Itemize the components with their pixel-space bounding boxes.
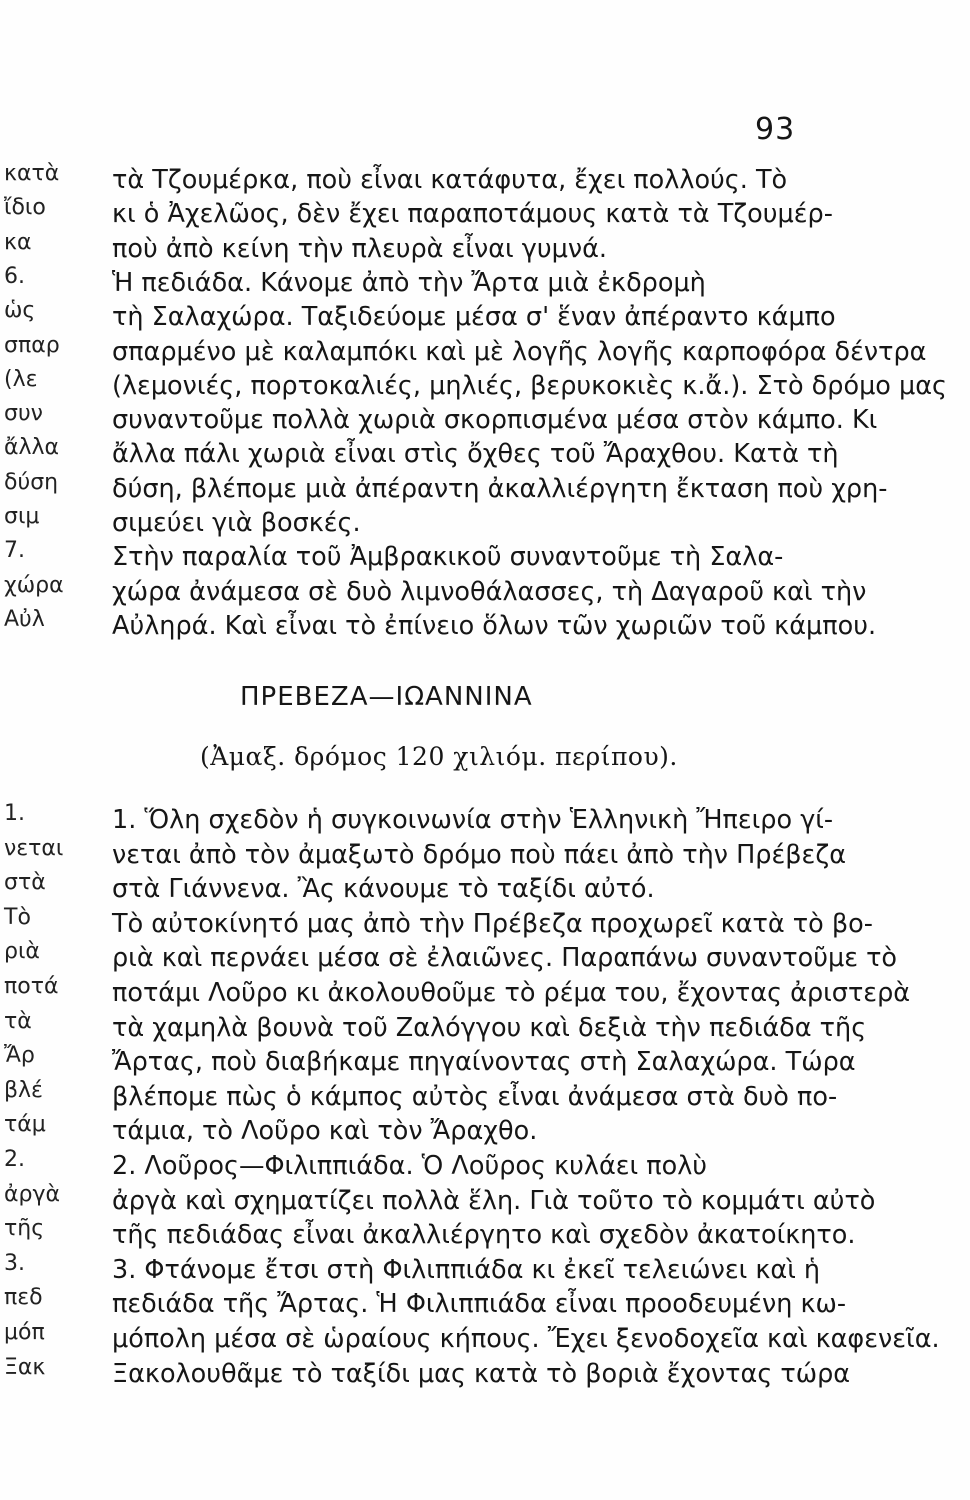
margin-fragment: 6. [4,263,25,289]
margin-fragment: 3. [4,1250,25,1276]
text-line: τὰ Τζουμέρκα, ποὺ εἶναι κατάφυτα, ἔχει πολλούς. Τὸ [112,165,788,195]
margin-fragment: 1. [4,801,25,826]
text-line: ἀργὰ καὶ σχηματίζει πολλὰ ἕλη. Γιὰ τοῦτο τὸ κομμάτι αὐτὸ [112,1185,876,1216]
text-line: Αὐληρά. Καὶ εἶναι τὸ ἐπίνειο ὅλων τῶν χωριῶν τοῦ κάμπου. [112,610,877,641]
margin-fragment: 7. [4,538,25,564]
text-line: νεται ἀπὸ τὸν ἀμαξωτὸ δρόμο ποὺ πάει ἀπὸ τὴν Πρέβεζα [112,839,846,870]
margin-fragment: σιμ [4,504,40,529]
margin-fragment: πεδ [4,1285,43,1311]
text-line: (λεμονιές, πορτοκαλιές, μηλιές, βερυκοκιὲς κ.ἄ.). Στὸ δρόμο μας [112,370,948,401]
text-line: ἄλλα πάλι χωριὰ εἶναι στὶς ὄχθες τοῦ Ἄραχθου. Κατὰ τὴ [112,439,839,470]
text-line: Ξακολουθᾶμε τὸ ταξίδι μας κατὰ τὸ βοριὰ ἔχοντας τώρα [112,1358,851,1389]
margin-fragment: νεται [4,835,64,861]
text-line: 2. Λοῦρος—Φιλιππιάδα. Ὁ Λοῦρος κυλάει πολὺ [112,1151,708,1181]
text-line: ποτάμι Λοῦρο κι ἀκολουθοῦμε τὸ ρέμα του, ἔχοντας ἀριστερὰ [112,978,911,1008]
margin-fragment: δύση [4,469,59,495]
margin-fragment: κα [4,229,32,255]
text-line: χώρα ἀνάμεσα σὲ δυὸ λιμνοθάλασσες, τὴ Δαγαροῦ καὶ τὴν [112,576,867,607]
text-line: Στὴν παραλία τοῦ Ἀμβρακικοῦ συναντοῦμε τὴ Σαλα- [112,542,784,573]
margin-fragment: ἄλλα [4,435,60,461]
margin-fragment: Αὐλ [4,606,45,632]
text-line: 3. Φτάνομε ἔτσι στὴ Φιλιππιάδα κι ἐκεῖ τελειώνει καὶ ἡ [112,1254,821,1285]
text-line: σπαρμένο μὲ καλαμπόκι καὶ μὲ λογῆς λογῆς καρποφόρα δέντρα [112,336,927,367]
margin-fragment: ὡς [4,298,36,324]
text-line: μόπολη μέσα σὲ ὡραίους κήπους. Ἔχει ξενοδοχεῖα καὶ καφενεῖα. [112,1324,940,1354]
margin-fragment: χώρα [4,572,64,598]
text-line: κι ὁ Ἀχελῶος, δὲν ἔχει παραποτάμους κατὰ τὰ Τζουμέρ- [112,199,833,230]
text-line: τὴ Σαλαχώρα. Ταξιδεύομε μέσα σ' ἕναν ἀπέραντο κάμπο [112,302,836,333]
section-heading: ΠΡΕΒΕΖΑ—ΙΩΑΝΝΙΝΑ [240,682,533,712]
text-line: σιμεύει γιὰ βοσκές. [112,508,361,538]
text-line: δύση, βλέπομε μιὰ ἀπέραντη ἀκαλλιέργητη ἔκταση ποὺ χρη- [112,473,888,504]
text-line: τὰ χαμηλὰ βουνὰ τοῦ Ζαλόγγου καὶ δεξιὰ τὴν πεδιάδα τῆς [112,1012,867,1043]
margin-fragment: τῆς [4,1216,45,1242]
margin-fragment: Ξακ [4,1354,46,1380]
text-line: βλέπομε πὼς ὁ κάμπος αὐτὸς εἶναι ἀνάμεσα στὰ δυὸ πο- [112,1081,838,1112]
text-line: ριὰ καὶ περνάει μέσα σὲ ἐλαιῶνες. Παραπάνω συναντοῦμε τὸ [112,943,898,974]
text-line: πεδιάδα τῆς Ἄρτας. Ἡ Φιλιππιάδα εἶναι προοδευμένη κω- [112,1289,847,1320]
text-line: 1. Ὅλη σχεδὸν ἡ συγκοινωνία στὴν Ἑλληνικὴ Ἤπειρο γί- [112,805,834,835]
margin-fragment: στὰ [4,870,46,896]
text-line: Ἡ πεδιάδα. Κάνομε ἀπὸ τὴν Ἄρτα μιὰ ἐκδρομὴ [112,267,706,298]
margin-fragment: συν [4,401,43,427]
margin-fragment: ἀργὰ [4,1181,60,1207]
text-line: Τὸ αὐτοκίνητό μας ἀπὸ τὴν Πρέβεζα προχωρεῖ κατὰ τὸ βο- [112,908,873,939]
text-line: Ἄρτας, ποὺ διαβήκαμε πηγαίνοντας στὴ Σαλαχώρα. Τώρα [112,1047,856,1078]
text-line: τάμια, τὸ Λοῦρο καὶ τὸν Ἄραχθο. [112,1116,538,1147]
text-line: συναντοῦμε πολλὰ χωριὰ σκορπισμένα μέσα στὸν κάμπο. Κι [112,405,878,436]
section-subheading: (Ἀμαξ. δρόμος 120 χιλιόμ. περίπου). [200,742,678,771]
margin-fragment: ποτά [4,974,59,999]
margin-fragment: ριὰ [4,939,40,965]
margin-fragment: βλέ [4,1077,43,1103]
margin-fragment: τὰ [4,1008,32,1034]
margin-fragment: (λε [4,366,38,392]
margin-fragment: 2. [4,1147,25,1172]
margin-fragment: Ἄρ [4,1043,35,1069]
margin-fragment: μόπ [4,1320,45,1345]
text-line: στὰ Γιάννενα. Ἂς κάνουμε τὸ ταξίδι αὐτό. [112,874,655,905]
page-number: 93 [755,112,796,147]
margin-fragment: τάμ [4,1112,46,1138]
text-line: τῆς πεδιάδας εἶναι ἀκαλλιέργητο καὶ σχεδὸν ἀκατοίκητο. [112,1220,856,1251]
text-line: ποὺ ἀπὸ κείνη τὴν πλευρὰ εἶναι γυμνά. [112,233,608,264]
margin-fragment: σπαρ [4,332,60,358]
margin-fragment: ἴδιο [4,195,46,221]
margin-fragment: Τὸ [4,904,31,930]
margin-fragment: κατὰ [4,161,60,186]
